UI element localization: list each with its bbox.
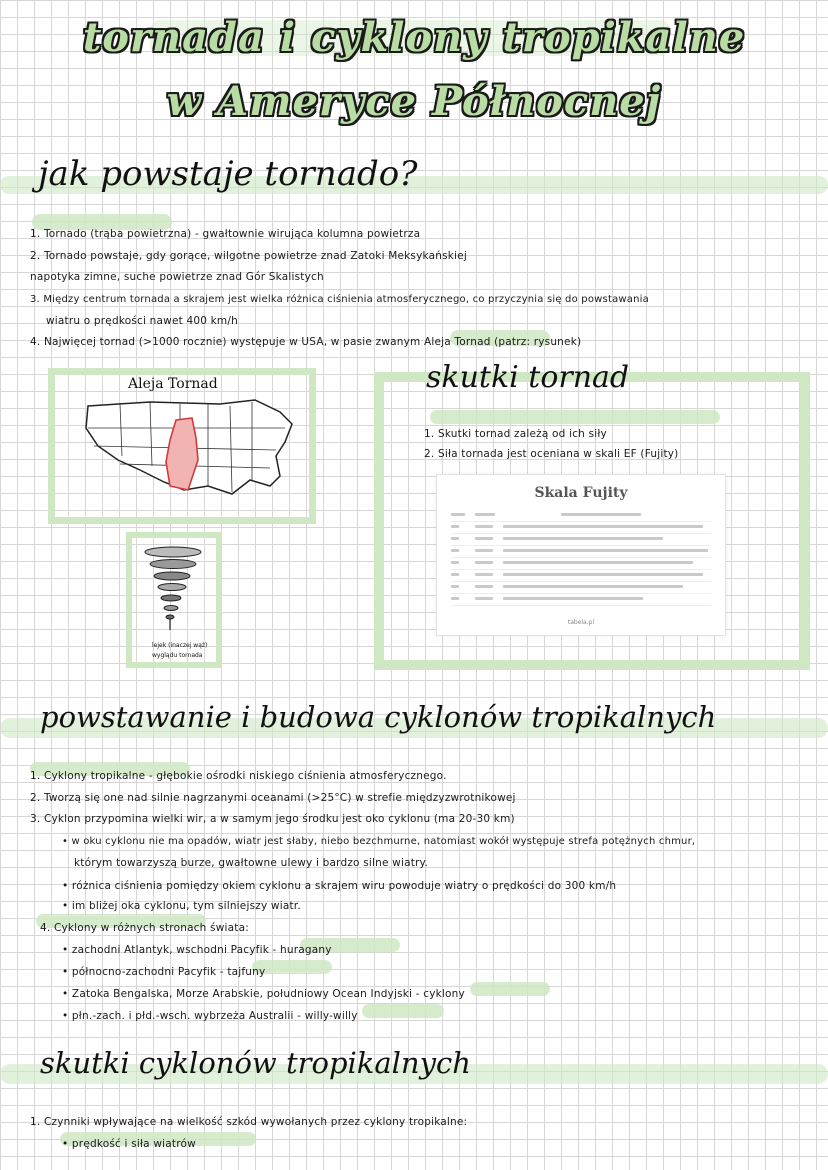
cyclone-item-2: 2. Tworzą się one nad silnie nagrzanymi oceanami (>25°C) w strefie międzyzwrotnikowej xyxy=(30,792,516,804)
tornado-item-3: 3. Między centrum tornada a skrajem jest wielka różnica ciśnienia atmosferycznego, co przyczynia się do powstawania xyxy=(30,294,649,305)
fujita-scale-table xyxy=(436,474,726,636)
page-title: tornada i cyklony tropikalne xyxy=(82,14,746,61)
cyclone-item-3: 3. Cyklon przypomina wielki wir, a w samym jego środku jest oko cyklonu (ma 20-30 km) xyxy=(30,813,515,825)
tornado-caption-1: lejek (inaczej wąż) xyxy=(152,642,208,649)
tornado-item-3-cont: wiatru o prędkości nawet 400 km/h xyxy=(46,315,238,327)
cyclone-item-1: 1. Cyklony tropikalne - głębokie ośrodki niskiego ciśnienia atmosferycznego. xyxy=(30,770,447,782)
cyclone-effects-item-1a: • prędkość i siła wiatrów xyxy=(62,1138,196,1150)
usa-map-icon xyxy=(80,394,300,506)
cyclone-item-3a: • w oku cyklonu nie ma opadów, wiatr jest słaby, niebo bezchmurne, natomiast wokół występuje strefa potężnych chmur, xyxy=(62,836,696,847)
map-label: Aleja Tornad xyxy=(128,376,218,392)
cyclone-region-4: • płn.-zach. i płd.-wsch. wybrzeża Australii - willy-willy xyxy=(62,1010,358,1022)
cyclone-region-1: • zachodni Atlantyk, wschodni Pacyfik - huragany xyxy=(62,944,332,956)
tornado-caption-2: wyglądu tornada xyxy=(152,652,203,659)
cyclone-item-3a-cont: którym towarzyszą burze, gwałtowne ulewy i bardzo silne wiatry. xyxy=(74,857,428,869)
tornado-item-1: 1. Tornado (trąba powietrzna) - gwałtownie wirująca kolumna powietrza xyxy=(30,228,421,240)
fujita-scale-source: tabela.pl xyxy=(567,619,595,626)
cyclone-effects-item-1: 1. Czynniki wpływające na wielkość szkód wywołanych przez cyklony tropikalne: xyxy=(30,1116,468,1128)
cyclone-item-3c: • im bliżej oka cyklonu, tym silniejszy wiatr. xyxy=(62,900,301,912)
tornado-funnel-icon xyxy=(142,546,204,632)
section-heading-cyclone-effects: skutki cyklonów tropikalnych xyxy=(40,1046,471,1080)
section-heading-cyclone-formation: powstawanie i budowa cyklonów tropikalnych xyxy=(40,700,717,734)
fujita-scale-title: Skala Fujity xyxy=(534,485,628,501)
tornado-item-2: 2. Tornado powstaje, gdy gorące, wilgotne powietrze znad Zatoki Meksykańskiej xyxy=(30,250,467,262)
page-subtitle: w Ameryce Północnej xyxy=(166,78,662,125)
tornado-item-2-cont: napotyka zimne, suche powietrze znad Gór Skalistych xyxy=(30,271,324,283)
section-heading-tornado-effects: skutki tornad xyxy=(426,360,630,395)
effects-item-2: 2. Siła tornada jest oceniana w skali EF (Fujity) xyxy=(424,448,679,460)
tornado-item-4: 4. Najwięcej tornad (>1000 rocznie) występuje w USA, w pasie zwanym Aleja Tornad (patrz: rysunek) xyxy=(30,336,582,348)
cyclone-item-4: 4. Cyklony w różnych stronach świata: xyxy=(40,922,249,934)
effects-item-1: 1. Skutki tornad zależą od ich siły xyxy=(424,428,607,440)
cyclone-region-3: • Zatoka Bengalska, Morze Arabskie, południowy Ocean Indyjski - cyklony xyxy=(62,988,465,1000)
section-heading-tornado-formation: jak powstaje tornado? xyxy=(38,154,418,194)
cyclone-item-3b: • różnica ciśnienia pomiędzy okiem cyklonu a skrajem wiru powoduje wiatry o prędkości do 300 km/h xyxy=(62,880,617,892)
cyclone-region-2: • północno-zachodni Pacyfik - tajfuny xyxy=(62,966,266,978)
